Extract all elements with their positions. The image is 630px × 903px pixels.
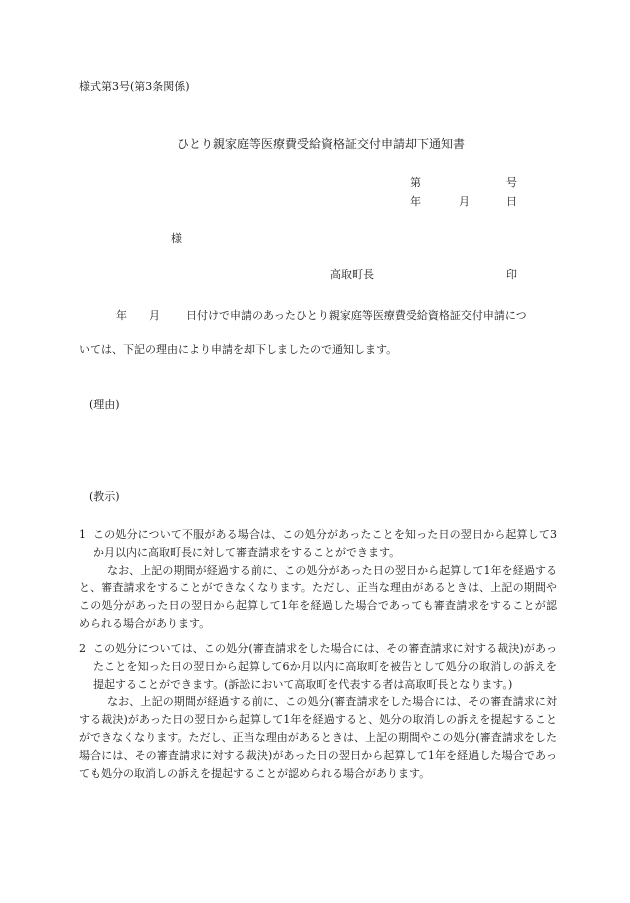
doc-number-dai: 第 (410, 176, 421, 189)
instruction-item-1 (79, 526, 557, 633)
item-1-number: 1 (79, 528, 86, 541)
date-year: 年 (410, 195, 421, 208)
seal-mark: 印 (506, 268, 517, 281)
item-1-text: この処分について不服がある場合は、この処分があったことを知った日の翌日から起算して3か月以内に高取町長に対して審査請求をすることができます。 (93, 528, 557, 559)
item-2-main (79, 640, 557, 693)
reason-heading: (理由) (89, 398, 120, 411)
item-2-text: この処分については、この処分(審査請求をした場合には、その審査請求に対する裁決)があったことを知った日の翌日から起算して6か月以内に高取町を被告として処分の取消しの訴えを提起することができます。(訴訟において高取町を代表する者は高取町長となります。) (93, 642, 557, 691)
doc-number-go: 号 (506, 176, 517, 189)
issuer-name: 高取町長 (330, 268, 374, 281)
form-number: 様式第3号(第3条関係) (79, 80, 190, 93)
item-1-note: なお、上記の期間が経過する前に、この処分があった日の翌日から起算して1年を経過すると、審査請求をすることができなくなります。ただし、正当な理由があるときは、上記の期間やこの処分があった日の翌日から起算して1年を経過した場合であっても審査請求をすることが認められる場合があります。 (79, 563, 557, 630)
intro-month: 月 (149, 309, 160, 322)
document-title: ひとり親家庭等医療費受給資格証交付申請却下通知書 (177, 137, 466, 151)
instruction-heading: (教示) (89, 490, 120, 503)
intro-year: 年 (116, 309, 127, 322)
intro-line-2: いては、下記の理由により申請を却下しましたので通知します。 (79, 343, 398, 356)
item-2-note: なお、上記の期間が経過する前に、この処分(審査請求をした場合には、その審査請求に対する裁決)があった日の翌日から起算して1年を経過すると、処分の取消しの訴えを提起することができなくなります。ただし、正当な理由があるときは、上記の期間やこの処分(審査請求をした場合には、その審査請求に対する裁決)があった日の翌日から起算して1年を経過した場合であっても処分の取消しの訴えを提起することが認められる場合があります。 (79, 695, 557, 780)
date-month: 月 (459, 195, 470, 208)
date-day: 日 (506, 195, 517, 208)
intro-line1-rest: 日付けで申請のあったひとり親家庭等医療費受給資格証交付申請につ (186, 309, 527, 322)
item-1-main (79, 526, 557, 562)
instruction-item-2 (79, 640, 557, 782)
addressee-suffix: 様 (171, 232, 182, 245)
item-2-number: 2 (79, 642, 86, 655)
